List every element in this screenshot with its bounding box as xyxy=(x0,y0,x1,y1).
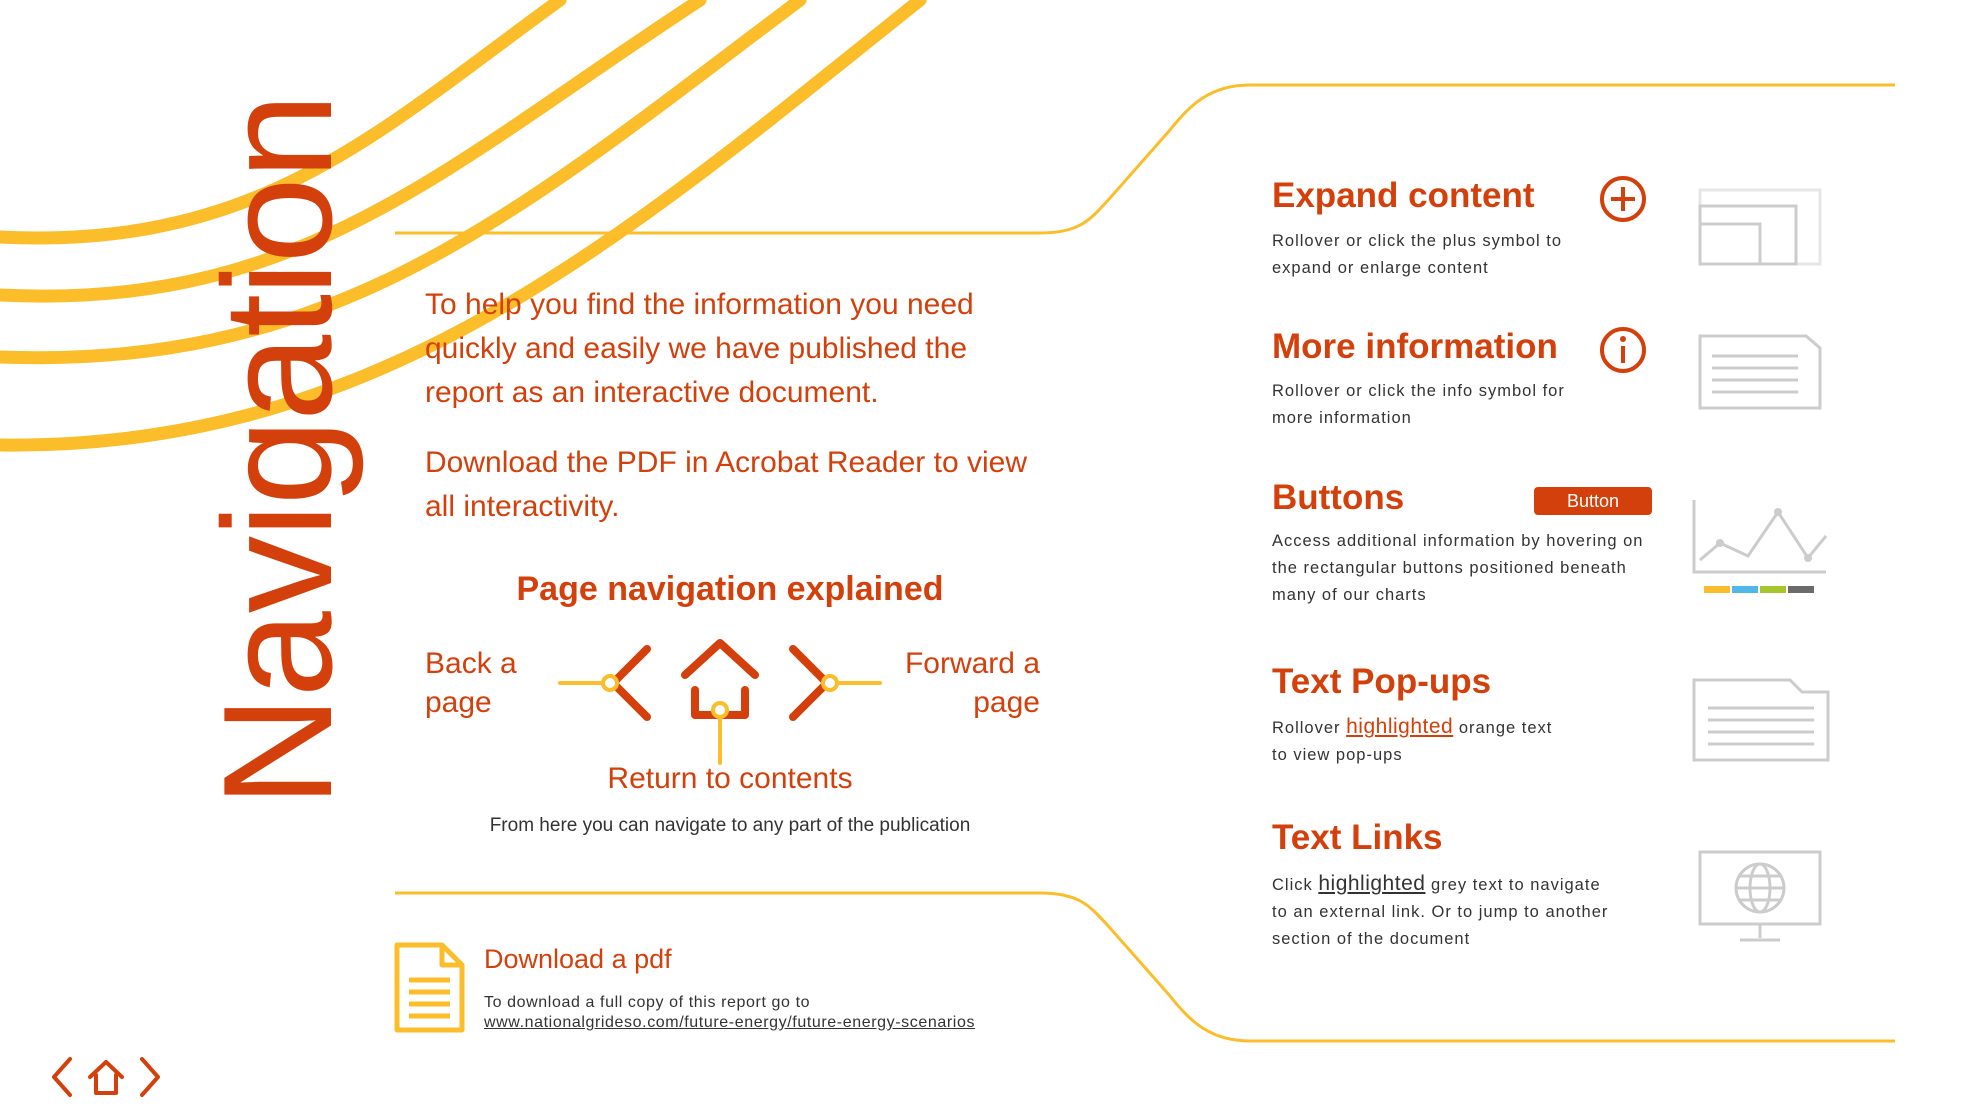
popups-desc-line2: to view pop-ups xyxy=(1272,746,1403,764)
download-pdf-text: To download a full copy of this report go to xyxy=(484,994,811,1011)
text-links-title: Text Links xyxy=(1272,818,1443,857)
plus-circle-icon[interactable] xyxy=(1598,174,1648,224)
text-popups-desc xyxy=(1272,713,1652,769)
popup-highlight-example[interactable]: highlighted xyxy=(1346,715,1454,738)
download-pdf-title[interactable]: Download a pdf xyxy=(484,944,672,974)
back-page-label: Back a page xyxy=(425,647,517,719)
buttons-desc: Access additional information by hovering on the rectangular buttons positioned beneath many of our charts xyxy=(1272,532,1644,604)
link-highlight-example[interactable]: highlighted xyxy=(1318,872,1426,895)
expand-content-title: Expand content xyxy=(1272,176,1535,215)
page-title: Navigation xyxy=(191,95,364,808)
links-desc-before: Click xyxy=(1272,876,1313,894)
more-information-title: More information xyxy=(1272,327,1558,366)
globe-icon xyxy=(1736,864,1784,912)
chart-thumbnail xyxy=(1690,498,1830,598)
popups-desc-after: orange text xyxy=(1458,719,1553,737)
navigation-diagram xyxy=(555,635,895,765)
text-popups-title: Text Pop-ups xyxy=(1272,662,1492,701)
page-navigation-heading: Page navigation explained xyxy=(516,570,944,608)
document-icon xyxy=(392,940,467,1036)
chevron-left-icon[interactable] xyxy=(54,1059,70,1095)
return-to-contents-label: Return to contents xyxy=(607,762,853,795)
download-pdf-link[interactable]: www.nationalgrideso.com/future-energy/future-energy-scenarios xyxy=(484,1014,976,1031)
footer-navigation xyxy=(48,1055,164,1101)
expand-content-desc: Rollover or click the plus symbol to expand or enlarge content xyxy=(1272,232,1563,277)
text-links-desc xyxy=(1272,870,1652,953)
navigation-note: From here you can navigate to any part of the publication xyxy=(489,815,971,836)
chevron-right-icon[interactable] xyxy=(142,1059,158,1095)
more-information-desc: Rollover or click the info symbol for more information xyxy=(1272,382,1565,427)
popup-thumbnail xyxy=(1692,678,1830,764)
popups-desc-before: Rollover xyxy=(1272,719,1341,737)
demo-button[interactable]: Button xyxy=(1534,487,1652,515)
expand-thumbnail xyxy=(1698,188,1824,268)
info-document-thumbnail xyxy=(1698,334,1824,412)
intro-paragraph: To help you find the information you need quickly and easily we have published the report as an interactive document. xyxy=(425,288,974,409)
home-icon[interactable] xyxy=(90,1062,122,1093)
home-diagram-icon xyxy=(685,643,755,675)
info-circle-icon[interactable] xyxy=(1598,325,1648,375)
forward-page-label: Forward a page xyxy=(904,647,1040,719)
monitor-globe-thumbnail xyxy=(1698,850,1824,944)
buttons-title: Buttons xyxy=(1272,478,1405,517)
links-desc-after: grey text to navigate xyxy=(1431,876,1601,894)
download-reader-note: Download the PDF in Acrobat Reader to view all interactivity. xyxy=(425,446,1027,523)
links-desc-line2: to an external link. Or to jump to another section of the document xyxy=(1272,903,1609,948)
